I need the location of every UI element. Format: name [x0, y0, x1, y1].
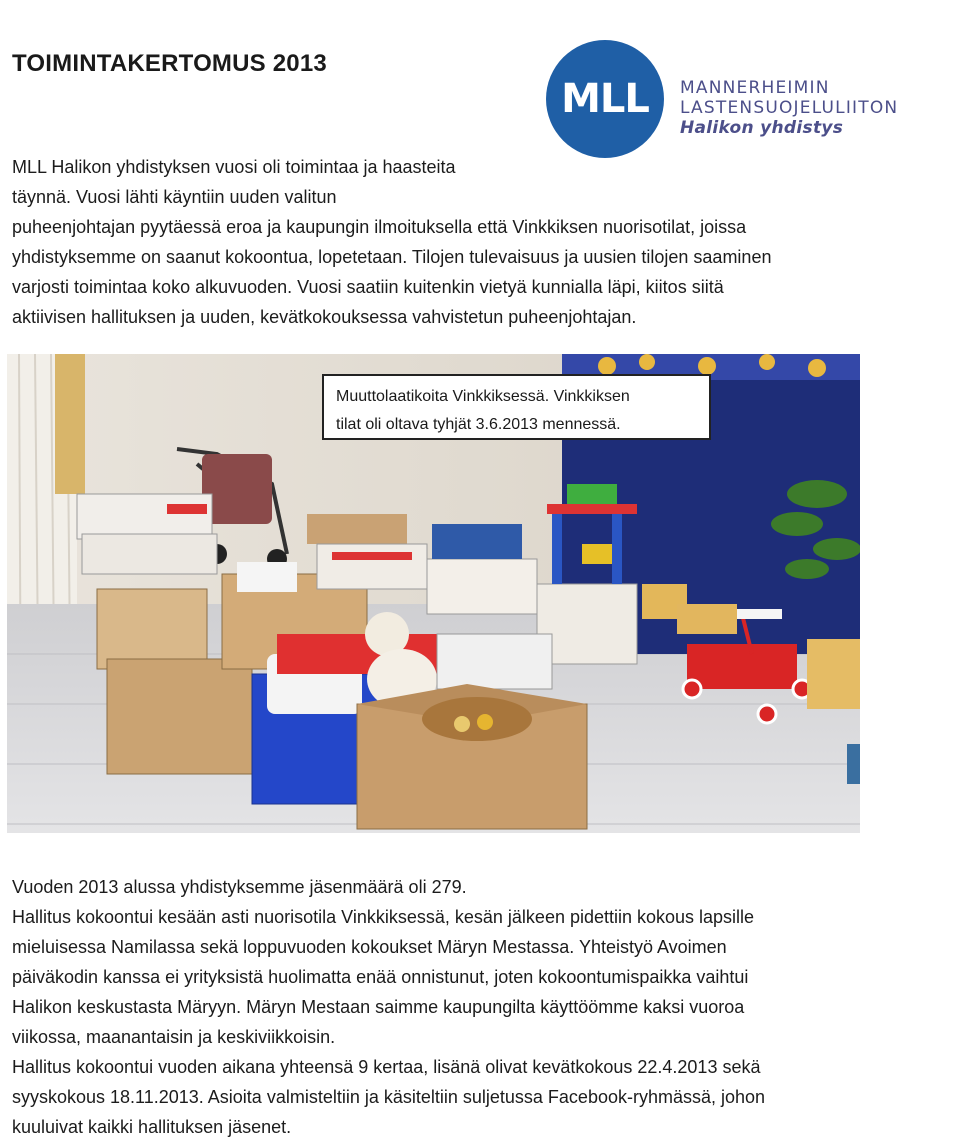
logo-line-2: LASTENSUOJELULIITON	[680, 98, 899, 118]
intro-line: yhdistyksemme on saanut kokoontua, lopetetaan. Tilojen tulevaisuus ja uusien tilojen saaminen	[12, 247, 772, 267]
body-line: Hallitus kokoontui vuoden aikana yhteensä 9 kertaa, lisänä olivat kevätkokous 22.4.2013 sekä	[12, 1057, 761, 1077]
logo-line-1: MANNERHEIMIN	[680, 78, 830, 98]
caption-line-1: Muuttolaatikoita Vinkkiksessä. Vinkkiksen	[336, 388, 630, 405]
body-paragraph	[12, 872, 765, 1142]
logo-line-3: Halikon yhdistys	[680, 118, 844, 138]
body-line: Halikon keskustasta Märyyn. Märyn Mestaan saimme kaupungilta käyttöömme kaksi vuoroa	[12, 997, 745, 1017]
intro-line: varjosti toimintaa koko alkuvuoden. Vuosi saatiin kuitenkin vietyä kunnialla läpi, kiitos siitä	[12, 277, 724, 297]
document-title: TOIMINTAKERTOMUS 2013	[12, 50, 327, 77]
body-line: päiväkodin kanssa ei yrityksistä huolimatta enää onnistunut, joten kokoontumispaikka vaihtui	[12, 967, 749, 987]
logo-mark: MLL	[561, 76, 649, 122]
intro-line: puheenjohtajan pyytäessä eroa ja kaupungin ilmoituksella että Vinkkiksen nuorisotilat, joissa	[12, 217, 747, 237]
caption-line-2: tilat oli oltava tyhjät 3.6.2013 mennessä.	[336, 416, 621, 433]
logo-wordmark	[680, 78, 898, 138]
intro-line: MLL Halikon yhdistyksen vuosi oli toimintaa ja haasteita	[12, 157, 456, 177]
body-line: Vuoden 2013 alussa yhdistyksemme jäsenmäärä oli 279.	[12, 877, 467, 897]
photo-caption	[322, 374, 711, 440]
body-line: kuuluivat kaikki hallituksen jäsenet.	[12, 1117, 292, 1137]
intro-line: aktiivisen hallituksen ja uuden, kevätkokouksessa vahvistetun puheenjohtajan.	[12, 307, 637, 327]
intro-paragraph	[12, 152, 771, 332]
body-line: Hallitus kokoontui kesään asti nuorisotila Vinkkiksessä, kesän jälkeen pidettiin kokous lapsille	[12, 907, 755, 927]
body-line: mieluisessa Namilassa sekä loppuvuoden kokoukset Märyn Mestassa. Yhteistyö Avoimen	[12, 937, 727, 957]
body-line: syyskokous 18.11.2013. Asioita valmisteltiin ja käsiteltiin suljetussa Facebook-ryhmässä, johon	[12, 1087, 766, 1107]
intro-line: täynnä. Vuosi lähti käyntiin uuden valitun	[12, 187, 337, 207]
logo-circle-icon	[546, 40, 664, 158]
body-line: viikossa, maanantaisin ja keskiviikkoisin.	[12, 1027, 336, 1047]
mll-logo	[546, 40, 926, 160]
